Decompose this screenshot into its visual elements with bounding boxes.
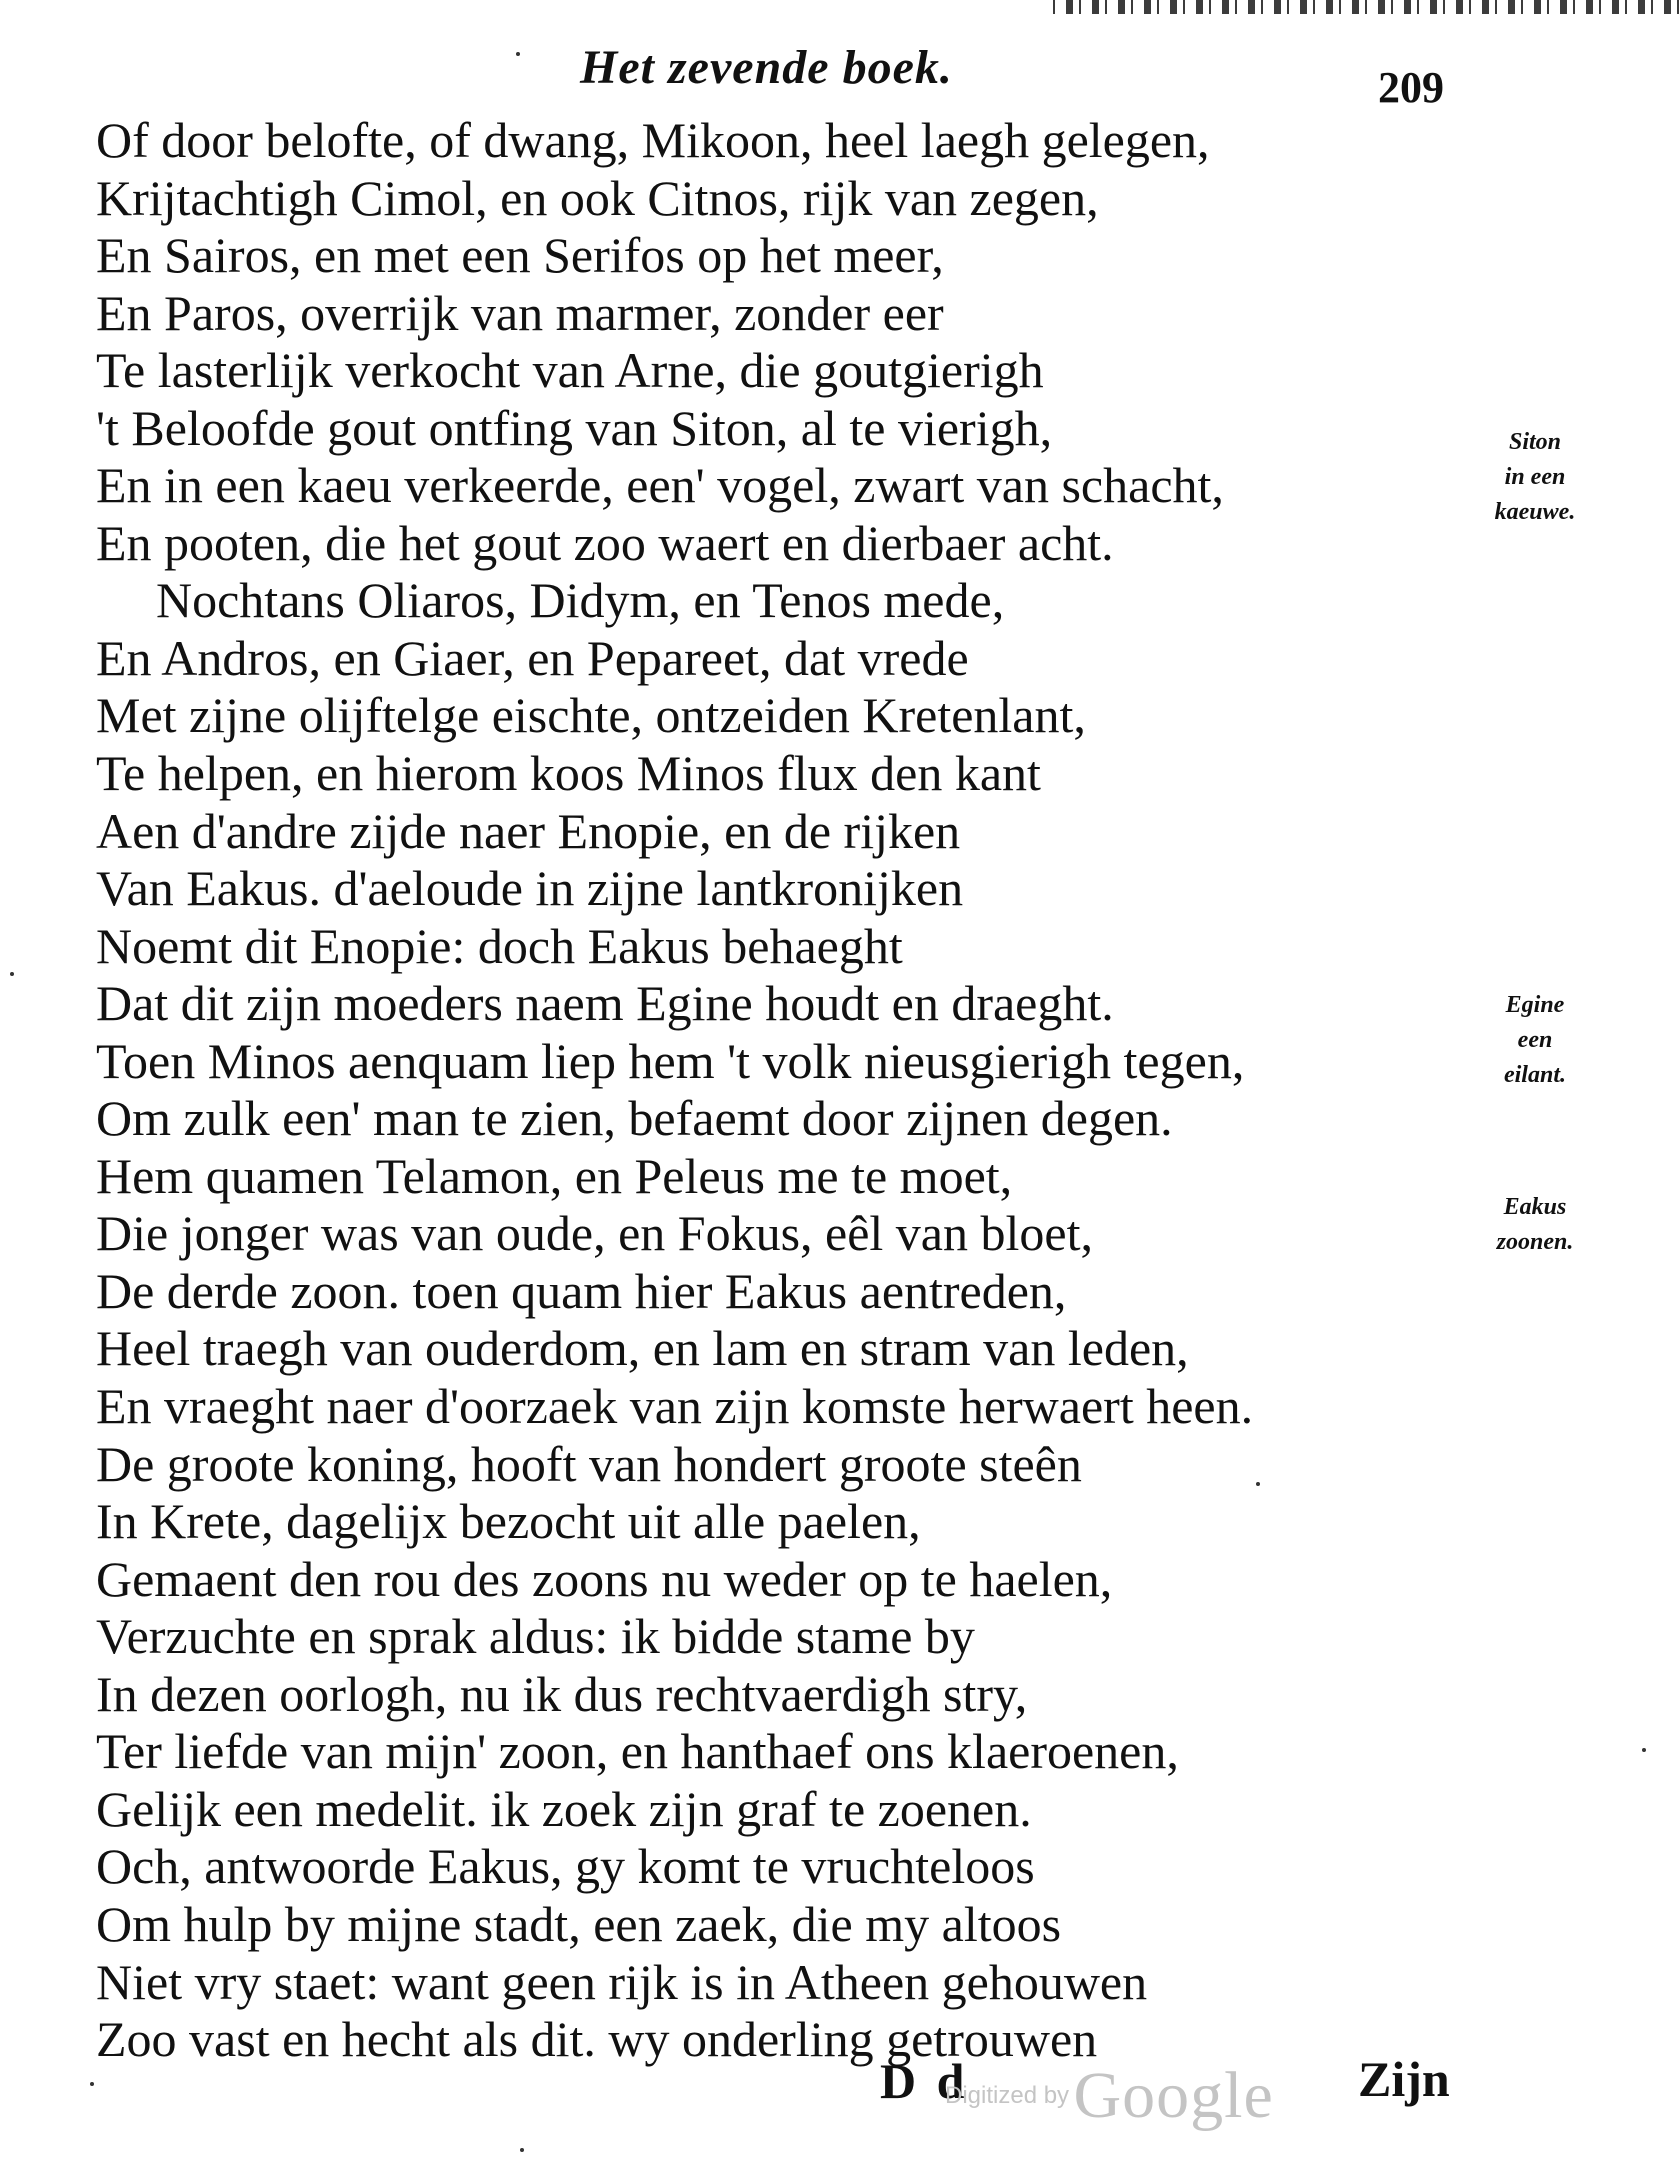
watermark-prefix: Digitized by bbox=[945, 2082, 1070, 2109]
verse-line: Verzuchte en sprak aldus: ik bidde stame by bbox=[96, 1608, 975, 1665]
ink-speck bbox=[1256, 1482, 1260, 1486]
page-number: 209 bbox=[1378, 63, 1444, 112]
verse-line: En in een kaeu verkeerde, een' vogel, zwart van schacht, bbox=[96, 457, 1224, 514]
verse-line: En vraeght naer d'oorzaek van zijn komste herwaert heen. bbox=[96, 1378, 1254, 1435]
margin-note-siton bbox=[1470, 425, 1600, 530]
verse-line: Of door belofte, of dwang, Mikoon, heel laegh gelegen, bbox=[96, 112, 1210, 168]
margin-note-line: eilant. bbox=[1503, 1062, 1566, 1088]
verse-line: Gelijk een medelit. ik zoek zijn graf te zoenen. bbox=[96, 1780, 1032, 1837]
ink-speck bbox=[520, 2148, 524, 2152]
margin-note-egine bbox=[1470, 988, 1600, 1093]
margin-note-line: Eakus bbox=[1503, 1194, 1567, 1220]
verse-line: Die jonger was van oude, en Fokus, eêl van bloet, bbox=[96, 1205, 1093, 1262]
verse-line: Om hulp by mijne stadt, een zaek, die my altoos bbox=[96, 1895, 1062, 1952]
verse-line: Toen Minos aenquam liep hem 't volk nieusgierigh tegen, bbox=[96, 1032, 1245, 1089]
margin-note-line: zoonen. bbox=[1496, 1229, 1574, 1255]
margin-note-line: Siton bbox=[1508, 429, 1562, 455]
signature-mark: D d bbox=[880, 2053, 969, 2109]
verse-line: De derde zoon. toen quam hier Eakus aentreden, bbox=[96, 1262, 1067, 1319]
margin-note-eakus bbox=[1470, 1190, 1600, 1260]
verse-line: Zoo vast en hecht als dit. wy onderling getrouwen bbox=[96, 2011, 1098, 2068]
verse-line: Hem quamen Telamon, en Peleus me te moet, bbox=[96, 1147, 1013, 1204]
verse-line: Gemaent den rou des zoons nu weder op te haelen, bbox=[96, 1550, 1113, 1607]
ink-speck bbox=[516, 52, 520, 56]
catchword: Zijn bbox=[1358, 2051, 1450, 2107]
verse-line: En Paros, overrijk van marmer, zonder eer bbox=[96, 284, 944, 341]
verse-line: In dezen oorlogh, nu ik dus rechtvaerdigh stry, bbox=[96, 1665, 1028, 1722]
margin-note-line: in een bbox=[1504, 464, 1566, 490]
verse-line: Nochtans Oliaros, Didym, en Tenos mede, bbox=[156, 572, 1005, 629]
verse-line: Van Eakus. d'aeloude in zijne lantkronijken bbox=[96, 860, 964, 917]
verse-line: En Sairos, en met een Serifos op het meer, bbox=[96, 227, 944, 284]
ink-speck bbox=[90, 2082, 94, 2086]
ink-speck bbox=[10, 972, 14, 976]
verse-line: In Krete, dagelijx bezocht uit alle paelen, bbox=[96, 1493, 921, 1550]
verse-line: Ter liefde van mijn' zoon, en hanthaef ons klaeroenen, bbox=[96, 1723, 1179, 1780]
verse-line: Dat dit zijn moeders naem Egine houdt en draeght. bbox=[96, 975, 1114, 1032]
verse-line: Te helpen, en hierom koos Minos flux den kant bbox=[96, 745, 1041, 802]
digitization-watermark bbox=[945, 2058, 1274, 2134]
verse-line: En Andros, en Giaer, en Pepareet, dat vrede bbox=[96, 629, 969, 686]
verse-line: Och, antwoorde Eakus, gy komt te vruchteloos bbox=[96, 1838, 1035, 1895]
verse-line: Met zijne olijftelge eischte, ontzeiden Kretenlant, bbox=[96, 687, 1086, 744]
page-top-edge bbox=[0, 0, 1680, 14]
running-title: Het zevende boek. bbox=[580, 41, 953, 94]
verse-line: Niet vry staet: want geen rijk is in Atheen gehouwen bbox=[96, 1953, 1148, 2010]
margin-note-line: kaeuwe. bbox=[1494, 499, 1576, 525]
verse-line: Noemt dit Enopie: doch Eakus behaeght bbox=[96, 917, 903, 974]
verse-block bbox=[96, 112, 1456, 2069]
verse-line: Krijtachtigh Cimol, en ook Citnos, rijk van zegen, bbox=[96, 169, 1099, 226]
verse-line: Aen d'andre zijde naer Enopie, en de rijken bbox=[96, 802, 961, 859]
verse-line: 't Beloofde gout ontfing van Siton, al te vierigh, bbox=[96, 399, 1053, 456]
verse-line: Te lasterlijk verkocht van Arne, die goutgierigh bbox=[96, 342, 1044, 399]
verse-line: Heel traegh van ouderdom, en lam en stram van leden, bbox=[96, 1320, 1189, 1377]
margin-note-line: een bbox=[1517, 1027, 1553, 1053]
verse-line: En pooten, die het gout zoo waert en dierbaer acht. bbox=[96, 514, 1114, 571]
watermark-brand: Google bbox=[1073, 2059, 1274, 2132]
verse-line: Om zulk een' man te zien, befaemt door zijnen degen. bbox=[96, 1090, 1173, 1147]
verse-line: De groote koning, hooft van hondert groote steên bbox=[96, 1435, 1082, 1492]
ink-speck bbox=[1642, 1748, 1646, 1752]
margin-note-line: Egine bbox=[1505, 992, 1565, 1018]
